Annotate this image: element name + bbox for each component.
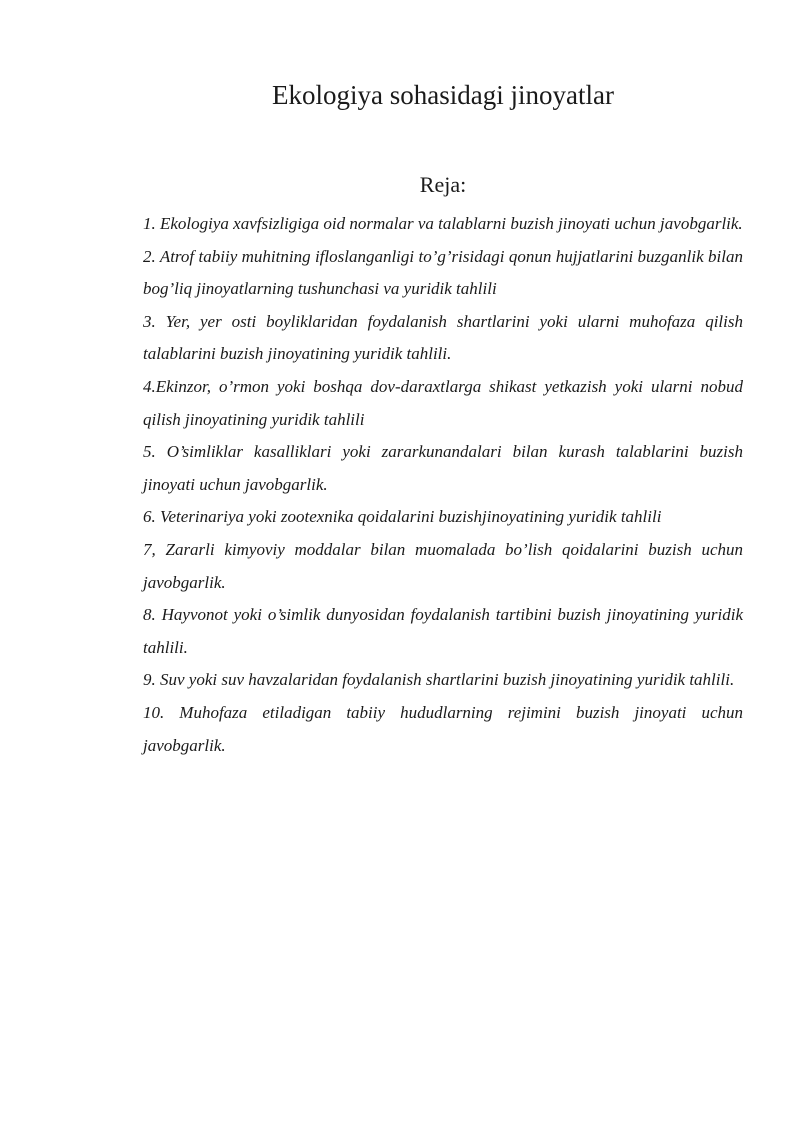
plan-item: 5. O’simliklar kasalliklari yoki zararkunandalari bilan kurash talablarini buzish jinoyati uchun javobgarlik. (143, 442, 743, 494)
plan-item: 2. Atrof tabiiy muhitning ifloslanganligi to’g’risidagi qonun hujjatlarini buzganlik bilan bog’liq jinoyatlarning tushunchasi va yuridik tahlili (143, 246, 743, 299)
plan-item: 8. Hayvonot yoki o’simlik dunyosidan foydalanish tartibini buzish jinoyatining yuridik tahlili. (143, 605, 743, 657)
plan-item: 9. Suv yoki suv havzalaridan foydalanish shartlarini buzish jinoyatining yuridik tahlili. (143, 670, 735, 690)
plan-item: 10. Muhofaza etiladigan tabiiy hududlarning rejimini buzish jinoyati uchun javobgarlik. (143, 702, 743, 755)
plan-item: 7, Zararli kimyoviy moddalar bilan muomalada bo’lish qoidalarini buzish uchun javobgarlik. (143, 539, 743, 592)
plan-heading: Reja: (419, 172, 467, 197)
plan-list (143, 208, 743, 762)
plan-item: 1. Ekologiya xavfsizligiga oid normalar va talablarni buzish jinoyati uchun javobgarlik. (143, 214, 743, 233)
document-title: Ekologiya sohasidagi jinoyatlar (272, 80, 614, 110)
plan-item: 3. Yer, yer osti boyliklaridan foydalanish shartlarini yoki ularni muhofaza qilish talablarini buzish jinoyatining yuridik tahlili. (143, 311, 743, 364)
plan-item: 4.Ekinzor, o’rmon yoki boshqa dov-daraxtlarga shikast yetkazish yoki ularni nobud qilish jinoyatining yuridik tahlili (143, 376, 743, 429)
plan-item: 6. Veterinariya yoki zootexnika qoidalarini buzishjinoyatining yuridik tahlili (143, 507, 662, 527)
